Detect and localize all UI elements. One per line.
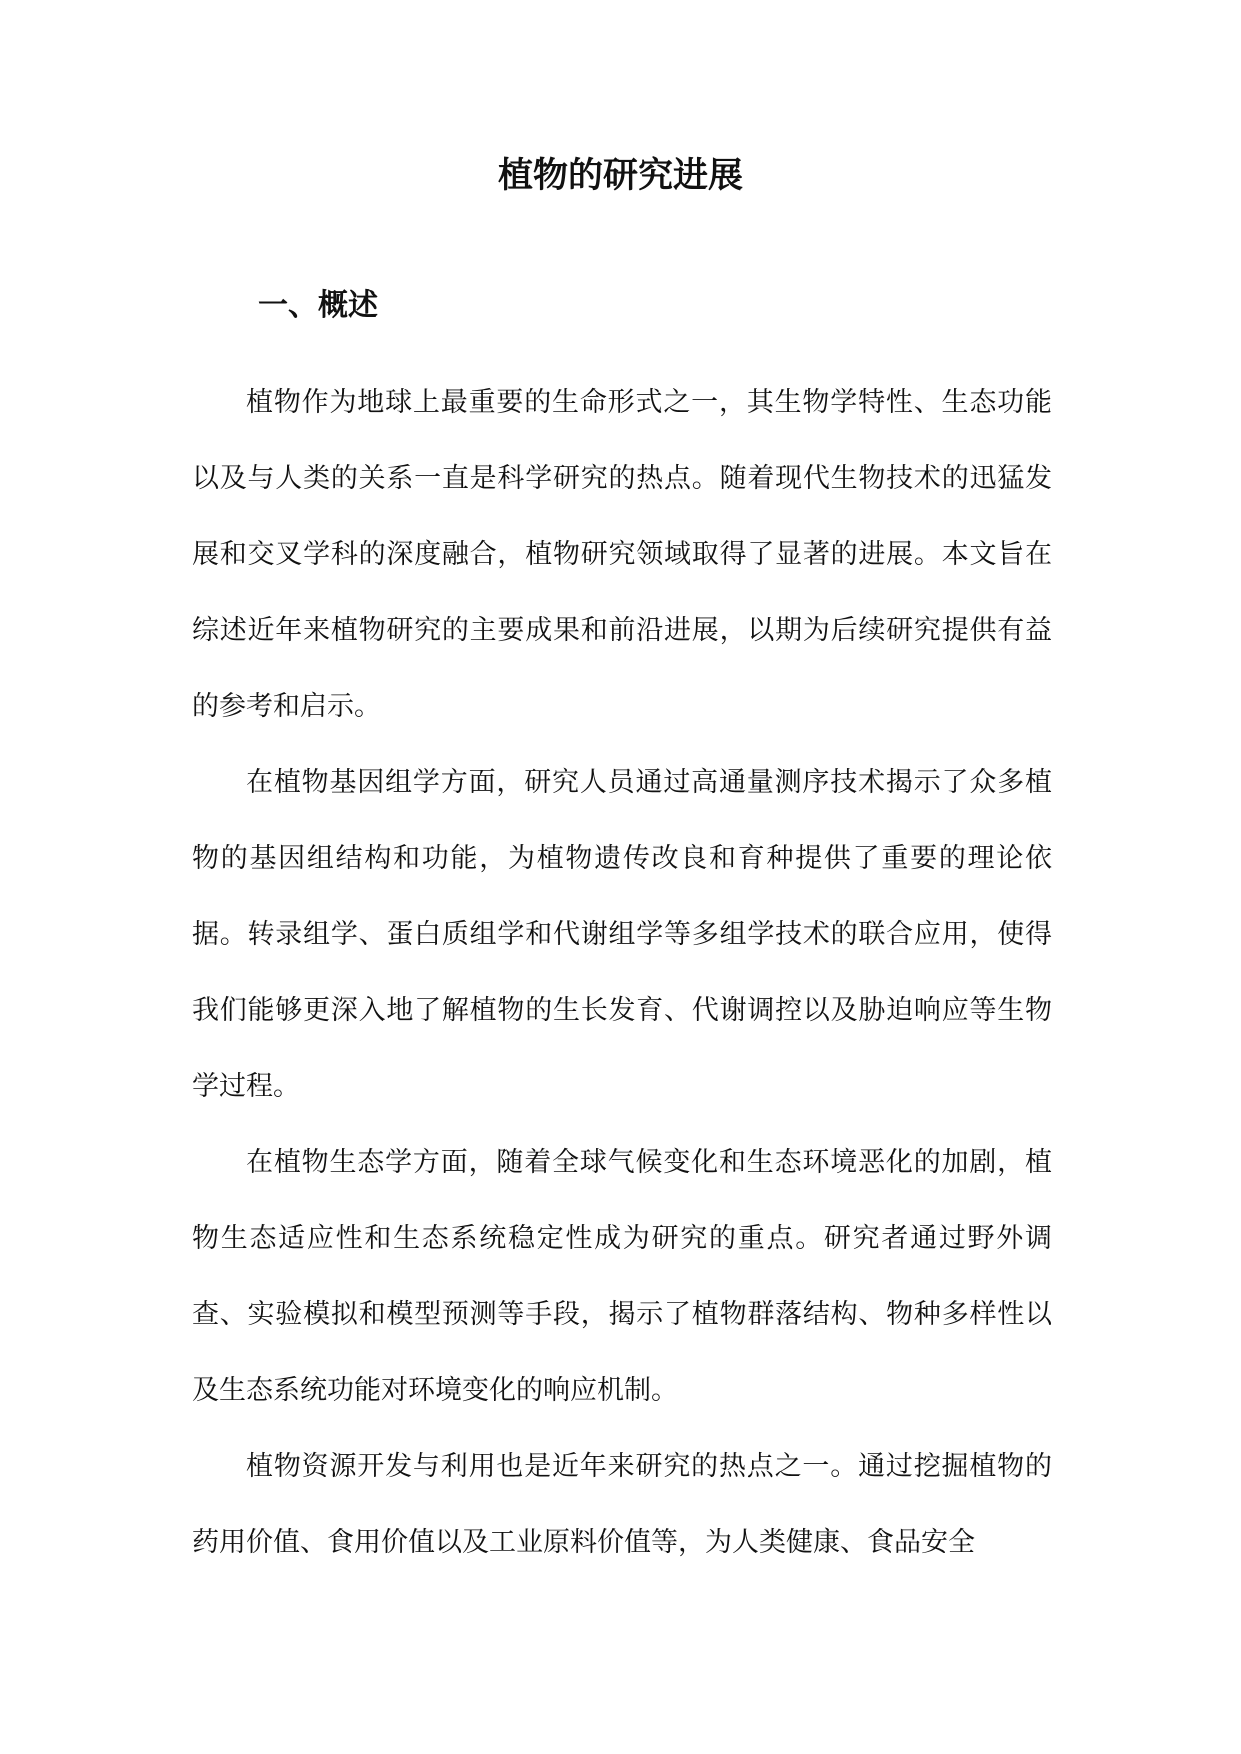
paragraph: 在植物生态学方面，随着全球气候变化和生态环境恶化的加剧，植物生态适应性和生态系统稳定性成为研究的重点。研究者通过野外调查、实验模拟和模型预测等手段，揭示了植物群落结构、物种多样性以及生态系统功能对环境变化的响应机制。 — [192, 1147, 1052, 1406]
paragraph: 植物作为地球上最重要的生命形式之一，其生物学特性、生态功能以及与人类的关系一直是科学研究的热点。随着现代生物技术的迅猛发展和交叉学科的深度融合，植物研究领域取得了显著的进展。本文旨在综述近年来植物研究的主要成果和前沿进展，以期为后续研究提供有益的参考和启示。 — [192, 387, 1052, 722]
document-title: 植物的研究进展 — [497, 156, 743, 196]
paragraph: 植物资源开发与利用也是近年来研究的热点之一。通过挖掘植物的药用价值、食用价值以及工业原料价值等，为人类健康、食品安全 — [192, 1451, 1052, 1558]
paragraph: 在植物基因组学方面，研究人员通过高通量测序技术揭示了众多植物的基因组结构和功能，为植物遗传改良和育种提供了重要的理论依据。转录组学、蛋白质组学和代谢组学等多组学技术的联合应用，使得我们能够更深入地了解植物的生长发育、代谢调控以及胁迫响应等生物学过程。 — [192, 767, 1052, 1102]
document-body — [192, 365, 1052, 1581]
section-heading: 一、概述 — [258, 288, 378, 323]
